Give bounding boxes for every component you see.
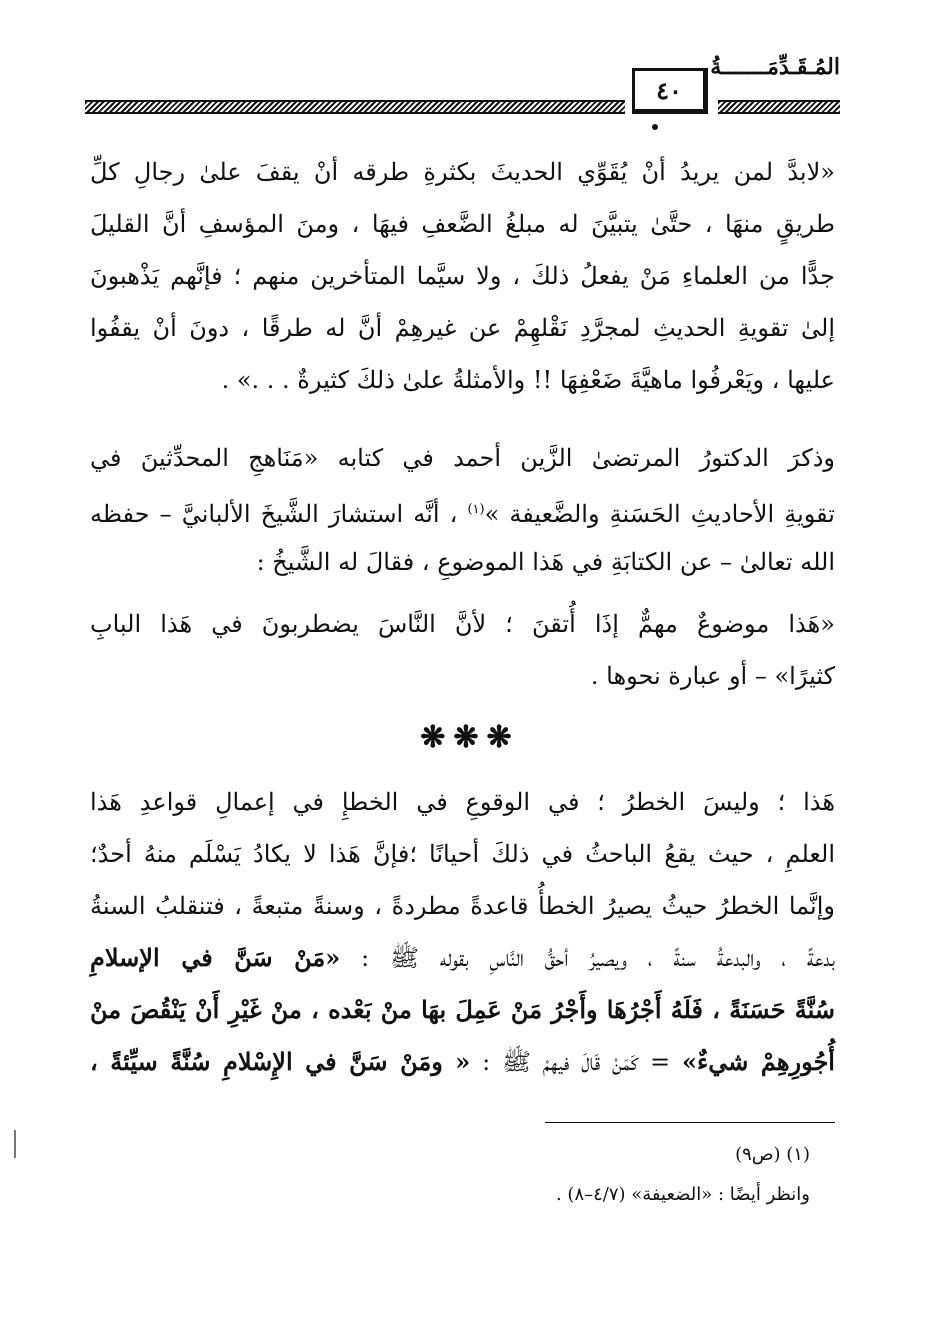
chapter-title: المُـقَـدِّمَـــــــةُ [710, 54, 840, 80]
text-line [90, 484, 835, 536]
hadith-text: أُجُورِهِمْ شيءٌ» [681, 1047, 835, 1076]
hadith-text: « ومَنْ سَنَّ في الإِسْلامِ سُنَّةً سيِّئةً ، [90, 1047, 471, 1076]
ornament-dot [652, 124, 658, 130]
page-number: ٤٠ [632, 68, 708, 114]
text-segment: ، أنَّه استشارَ الشَّيخَ الألبانيَّ – حفظه [90, 500, 458, 528]
text-line: كثيرًا» – أو عبارة نحوها . [590, 662, 835, 690]
scan-margin-mark [14, 1130, 16, 1158]
footnotes [380, 1135, 810, 1215]
footnote-1: (١) (ص٩) [735, 1144, 810, 1165]
paragraph-quote-1 [90, 146, 835, 406]
text-line: الله تعالىٰ – عن الكتابَةِ في هَذا الموضوعِ ، فقالَ له الشَّيخُ : [256, 548, 835, 576]
text-line: هَذا ؛ وليسَ الخطرُ ؛ في الوقوعِ في الخطإِ في إعمالِ قواعدِ هَذا [90, 788, 835, 816]
text-line: جدًّا من العلماءِ مَنْ يفعلُ ذلكَ ، ولا سيَّما المتأخرين منهم ؛ فإنَّهم يَذْهبونَ [90, 262, 835, 290]
paragraph-2 [90, 432, 835, 588]
text-line: العلمِ ، حيث يقعُ الباحثُ في ذلكَ أحيانًا ؛فإنَّ هَذا لا يكادُ يَسْلَم منهُ أحدٌ؛ [90, 840, 835, 868]
text-line: «هَذا موضوعٌ مهمٌّ إذَا أُتقنَ ؛ لأنَّ النَّاسَ يضطربونَ في هَذا البابِ [90, 610, 835, 638]
header-rule-left [85, 100, 625, 114]
text-line [90, 932, 835, 984]
paragraph-4 [90, 776, 835, 1088]
paragraph-quote-2 [90, 598, 835, 702]
text-line: عليها ، ويَعْرفُوا ماهيَّةَ ضَعْفِهَا !! والأمثلةُ علىٰ ذلكَ كثيرةٌ . . .» . [221, 366, 835, 394]
footnote-2: وانظر أيضًا : «الضعيفة» (٤/٧–٨) . [555, 1184, 810, 1205]
footnote-divider [545, 1122, 835, 1123]
hadith-text-line: سُنَّةً حَسَنَةً ، فَلَهُ أَجْرُهَا وأَجْرُ مَنْ عَمِلَ بهَا منْ بَعْده ، منْ غَيْرِ أَنْ يَنْقُصَ منْ [90, 995, 835, 1024]
text-line [90, 1036, 835, 1088]
text-line: إلىٰ تقويةِ الحديثِ لمجرَّدِ نَقْلهِمْ عن غيرهِمْ أنَّ له طرقًا ، دونَ أنْ يقفُوا [90, 314, 835, 342]
text-line: وإنَّما الخطرُ حيثُ يصيرُ الخطأُ قاعدةً مطردةً ، وسنةً متبعةً ، فتنقلبُ السنةُ [90, 892, 835, 920]
footnote-ref: (١) [467, 502, 485, 517]
hadith-text: «مَنْ سَنَّ في الإسلامِ [90, 943, 341, 972]
text-segment: = كَمَنْ قَالَ فيهمْ ﷺ : [482, 1048, 671, 1076]
text-segment: بدعةً ، والبدعةُ سنةً ، ويصيرُ أحقُّ النَّاسِ بقوله ﷺ : [361, 944, 835, 972]
header-rule-right [718, 100, 840, 114]
section-separator: ❋❋❋ [420, 720, 520, 755]
text-segment: تقويةِ الأحاديثِ الحَسَنةِ والضَّعيفة » [484, 500, 835, 528]
text-line: طريقٍ منهَا ، حتَّىٰ يتبيَّنَ له مبلغُ الضَّعفِ فيهَا ، ومنَ المؤسفِ أنَّ القليلَ [90, 210, 835, 238]
text-line: وذكرَ الدكتورُ المرتضىٰ الزَّين أحمد في كتابه «مَنَاهجِ المحدِّثينَ في [90, 444, 835, 472]
text-line: «لابدَّ لمن يريدُ أنْ يُقَوِّي الحديثَ بكثرةِ طرقه أنْ يقفَ علىٰ رجالِ كلِّ [90, 158, 835, 186]
